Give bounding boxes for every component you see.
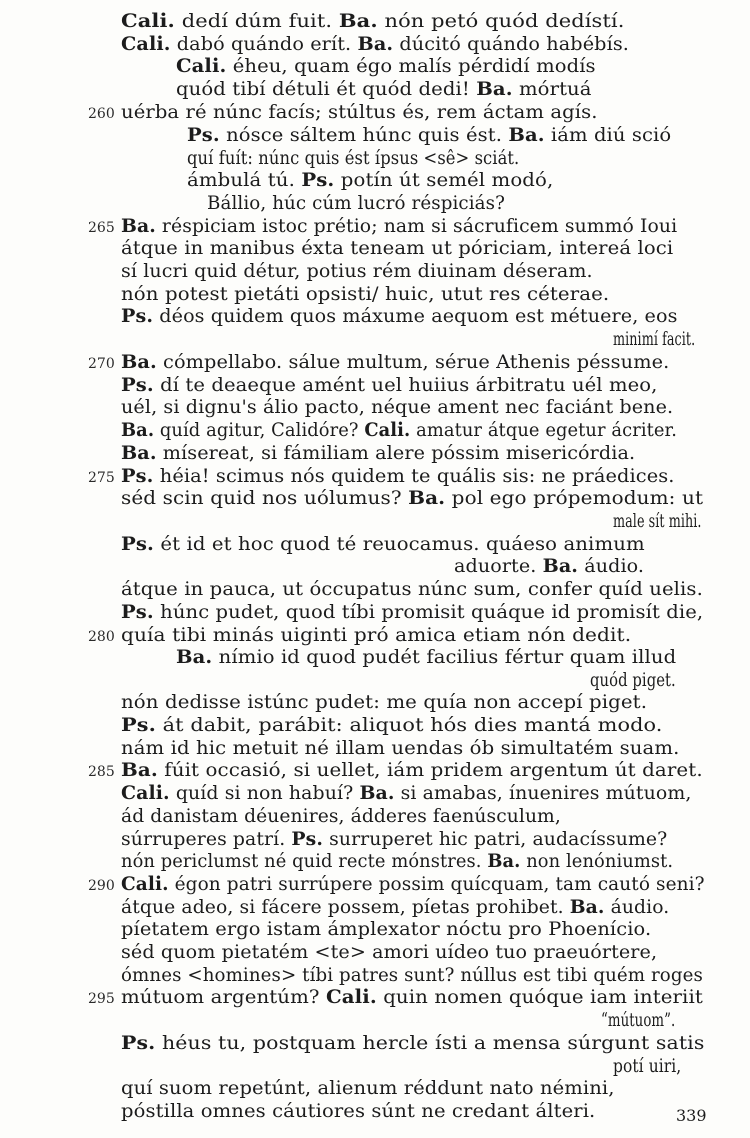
verse-text: quód piget.: [590, 670, 676, 691]
verse-text: dí te deaeque amént uel huiius árbitratu uél meo,: [153, 375, 658, 396]
verse-text: séd quom pietatém <te> amori uídeo tuo praeuórtere,: [121, 942, 658, 963]
line-number: 270: [88, 356, 115, 372]
verse-line: [121, 34, 629, 56]
line-number: 280: [88, 629, 115, 645]
verse-line: [121, 488, 703, 510]
verse-text: éheu, quam égo malís pérdidí modís: [226, 56, 596, 77]
verse-line: [613, 1056, 681, 1078]
verse-text: nón dedisse istúnc pudet: me quía non accepí piget.: [121, 692, 648, 713]
verse-text: át dabit, parábit: aliquot hós dies mantá modo.: [155, 715, 663, 736]
verse-line: [121, 11, 624, 33]
speaker-label: Ba.: [508, 125, 545, 146]
verse-text: átque in pauca, ut óccupatus núnc sum, confer quíd uelis.: [121, 579, 703, 600]
verse-line: [121, 874, 705, 896]
speaker-label: Ba.: [121, 216, 156, 237]
verse-text: non lenóniumst.: [520, 851, 674, 872]
speaker-label: Ba.: [408, 488, 446, 509]
verse-line: [121, 965, 703, 987]
speaker-label: Ba.: [121, 760, 158, 781]
line-number: 290: [88, 878, 115, 894]
verse-text: amatur átque egetur ácriter.: [410, 420, 677, 441]
verse-text: nón potest pietáti opsisti/ huic, utut res céterae.: [121, 284, 610, 305]
verse-text: átque adeo, si fácere possem, píetas prohibet.: [121, 897, 570, 918]
speaker-label: Ps.: [121, 466, 154, 487]
verse-line: [121, 534, 645, 556]
verse-line: [121, 238, 673, 260]
verse-line: [121, 579, 703, 601]
verse-line: [121, 987, 703, 1009]
line-number: 265: [88, 220, 115, 236]
speaker-label: Cali.: [121, 874, 169, 895]
verse-line: [121, 284, 609, 306]
verse-line: [121, 897, 669, 919]
verse-text: déos quidem quos máxume aequom est métuere, eos: [153, 306, 678, 327]
verse-line: [601, 1010, 675, 1032]
verse-text: héia! scimus nós quidem te quális sis: ne práedices.: [153, 466, 675, 487]
verse-text: ét id et hoc quod té reuocamus. quáeso animum: [154, 534, 645, 555]
verse-line: [176, 79, 592, 101]
verse-text: nám id hic metuit né illam uendas ób simultatém suam.: [121, 738, 680, 759]
verse-line: [187, 148, 519, 170]
speaker-label: Ba.: [476, 79, 513, 100]
speaker-label: Ba.: [121, 420, 155, 441]
speaker-label: Ps.: [187, 125, 220, 146]
speaker-label: Ps.: [121, 1033, 156, 1054]
verse-line: [454, 556, 644, 578]
verse-text: mútuom argentúm?: [121, 987, 326, 1008]
verse-text: si amabas, ínuenires mútuom,: [394, 783, 692, 804]
verse-text: séd scin quid nos uólumus?: [121, 488, 409, 509]
line-number: 295: [88, 991, 115, 1007]
verse-text: uérba ré núnc facís; stúltus és, rem áctam agís.: [121, 102, 598, 123]
speaker-label: Ps.: [121, 306, 154, 327]
verse-line: [121, 397, 673, 419]
line-number: 260: [88, 106, 115, 122]
verse-text: égon patri surrúpere possim quícquam, tam cautó seni?: [168, 874, 705, 895]
speaker-label: Ps.: [301, 170, 335, 191]
verse-line: [121, 829, 667, 851]
verse-text: dabó quándo erít.: [170, 34, 358, 55]
verse-line: [121, 783, 691, 805]
verse-text: quíd si non habuí?: [169, 783, 360, 804]
speaker-label: Ba.: [338, 11, 378, 32]
verse-line: [613, 511, 702, 533]
verse-line: [187, 170, 553, 192]
verse-text: mórtuá: [512, 79, 592, 100]
speaker-label: Ba.: [121, 352, 157, 373]
verse-line: [121, 443, 635, 465]
verse-line: [121, 102, 598, 124]
verse-line: [121, 375, 657, 397]
verse-text: quía tibi minás uiginti pró amica etiam nón dedit.: [121, 625, 632, 646]
verse-line: [176, 647, 676, 669]
verse-text: ámbulá tú.: [187, 170, 302, 191]
verse-text: nímio id quod pudét facilius fértur quam illud: [212, 647, 677, 668]
speaker-label: Ps.: [121, 375, 154, 396]
verse-text: áudio.: [578, 556, 645, 577]
verse-text: ád danistam déuenires, ádderes faenúsculum,: [121, 806, 561, 827]
verse-line: [121, 466, 675, 488]
verse-line: [121, 715, 663, 737]
speaker-label: Ps.: [291, 829, 324, 850]
verse-text: potí uiri,: [613, 1056, 682, 1077]
verse-line: [590, 670, 676, 692]
speaker-label: Ps.: [121, 534, 155, 555]
verse-line: [121, 352, 669, 374]
speaker-label: Cali.: [121, 783, 170, 804]
verse-text: quí suom repetúnt, alienum réddunt nato némini,: [121, 1078, 615, 1099]
speaker-label: Ba.: [121, 443, 157, 464]
verse-text: ómnes <homines> tíbi patres sunt? núllus est tibi quém roges: [121, 965, 703, 986]
verse-text: sí lucri quid détur, potius rém diuinam déseram.: [121, 261, 593, 282]
speaker-label: Cali.: [364, 420, 411, 441]
verse-text: iám diú sció: [544, 125, 672, 146]
verse-line: [121, 738, 679, 760]
verse-text: quód tibí détuli ét quód dedi!: [176, 79, 477, 100]
speaker-label: Ba.: [357, 34, 394, 55]
verse-line: [121, 919, 651, 941]
verse-text: nósce sáltem húnc quis ést.: [219, 125, 509, 146]
line-number: 275: [88, 470, 115, 486]
verse-line: [121, 306, 678, 328]
verse-line: [121, 692, 647, 714]
speaker-label: Ba.: [359, 783, 395, 804]
verse-line: [121, 1078, 615, 1100]
verse-line: [121, 261, 593, 283]
verse-line: [613, 329, 695, 351]
verse-text: héus tu, postquam hercle ísti a mensa súrgunt satis: [155, 1033, 705, 1054]
verse-text: dúcitó quándo habébís.: [393, 34, 630, 55]
verse-text: minimí facit.: [613, 329, 696, 350]
line-number: 285: [88, 764, 115, 780]
verse-text: réspiciam istoc prétio; nam si sácruficem summó Ioui: [155, 216, 678, 237]
verse-line: [121, 1101, 595, 1123]
verse-line: [176, 56, 596, 78]
speaker-label: Cali.: [121, 11, 175, 32]
verse-text: mísereat, si fámiliam alere póssim misericórdia.: [156, 443, 636, 464]
verse-line: [121, 942, 657, 964]
verse-text: quíd agitur, Calidóre?: [154, 420, 365, 441]
verse-line: [187, 125, 671, 147]
verse-line: [121, 806, 561, 828]
verse-text: pol ego própemodum: ut: [445, 488, 704, 509]
speaker-label: Cali.: [325, 987, 377, 1008]
verse-line: [121, 602, 703, 624]
verse-text: quin nomen quóque iam interiit: [376, 987, 703, 1008]
verse-text: Bállio, húc cúm lucró réspiciás?: [207, 193, 506, 214]
speaker-label: Ps.: [121, 602, 154, 623]
verse-line: [207, 193, 505, 215]
verse-text: nón petó quód dedístí.: [377, 11, 625, 32]
verse-line: [121, 760, 703, 782]
speaker-label: Cali.: [176, 56, 227, 77]
speaker-label: Ba.: [569, 897, 605, 918]
verse-text: male sít mihi.: [613, 511, 702, 532]
verse-text: áudio.: [604, 897, 670, 918]
verse-line: [121, 625, 631, 647]
verse-text: dedí dúm fuit.: [174, 11, 339, 32]
page-number: 339: [676, 1106, 707, 1125]
verse-text: “mútuom”.: [601, 1010, 676, 1031]
speaker-label: Ba.: [487, 851, 521, 872]
verse-text: quí fuít: núnc quis ést ípsus <sê> sciát.: [187, 148, 520, 169]
verse-line: [121, 420, 677, 442]
speaker-label: Ps.: [121, 715, 156, 736]
verse-text: aduorte.: [454, 556, 543, 577]
verse-text: píetatem ergo istam ámplexator nóctu pro Phoenício.: [121, 919, 652, 940]
verse-line: [121, 851, 673, 873]
verse-text: fúit occasió, si uellet, iám pridem argentum út daret.: [157, 760, 703, 781]
verse-text: átque in manibus éxta teneam ut póriciam, intereá loci: [121, 238, 674, 259]
verse-text: cómpellabo. sálue multum, sérue Athenis péssume.: [156, 352, 670, 373]
speaker-label: Cali.: [121, 34, 171, 55]
verse-text: uél, si dignu's álio pacto, néque ament nec faciánt bene.: [121, 397, 674, 418]
verse-line: [121, 216, 677, 238]
speaker-label: Ba.: [176, 647, 213, 668]
verse-text: súrruperes patrí.: [121, 829, 292, 850]
verse-text: potín út semél modó,: [334, 170, 554, 191]
verse-line: [121, 1033, 704, 1055]
speaker-label: Ba.: [542, 556, 579, 577]
verse-text: nón periclumst né quid recte mónstres.: [121, 851, 488, 872]
verse-text: póstilla omnes cáutiores súnt ne credant álteri.: [121, 1101, 596, 1122]
verse-text: surruperet hic patri, audacíssume?: [323, 829, 668, 850]
verse-text: húnc pudet, quod tíbi promisit quáque id promisít die,: [153, 602, 704, 623]
